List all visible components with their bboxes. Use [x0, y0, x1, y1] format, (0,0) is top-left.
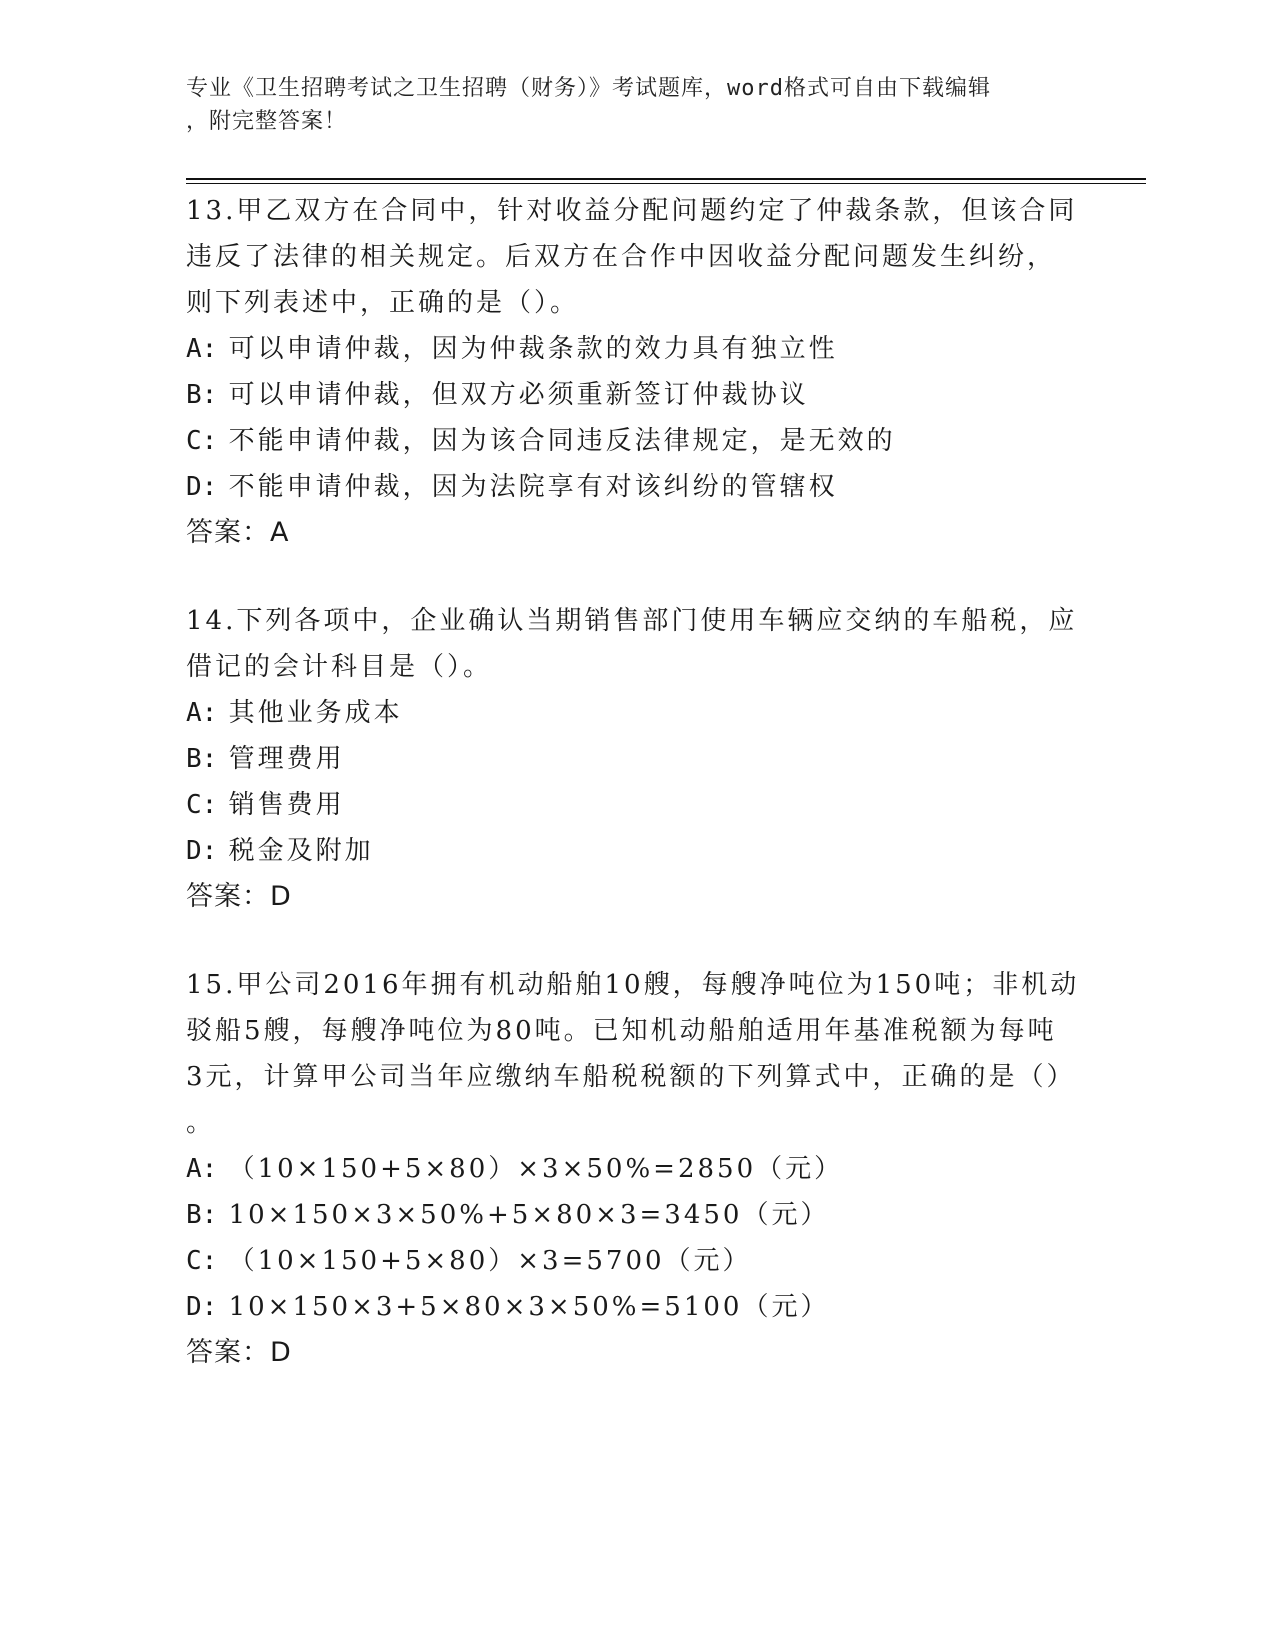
question-stem-line: 违反了法律的相关规定。后双方在合作中因收益分配问题发生纠纷， [186, 242, 1057, 272]
option-c [186, 782, 1086, 828]
option-a [186, 326, 1086, 372]
option-text: （10×150+5×80）×3=5700（元） [228, 1246, 752, 1276]
option-text: （10×150+5×80）×3×50%=2850（元） [228, 1154, 844, 1184]
option-key: C: [186, 1246, 218, 1276]
header-line-2: ，附完整答案！ [186, 109, 348, 134]
option-text: 可以申请仲裁，但双方必须重新签订仲裁协议 [228, 380, 809, 410]
option-key: D: [186, 472, 218, 502]
option-key: B: [186, 1200, 218, 1230]
option-key: C: [186, 790, 218, 820]
option-text: 可以申请仲裁，因为仲裁条款的效力具有独立性 [228, 334, 838, 364]
option-b [186, 372, 1086, 418]
option-d [186, 1284, 1086, 1330]
option-key: D: [186, 836, 218, 866]
option-key: C: [186, 426, 218, 456]
option-text: 税金及附加 [228, 836, 374, 866]
option-text: 管理费用 [228, 744, 345, 774]
question-15 [186, 962, 1086, 1376]
header-rule-thin [186, 183, 1146, 184]
option-a [186, 1146, 1086, 1192]
option-text: 10×150×3+5×80×3×50%=5100（元） [228, 1292, 830, 1322]
option-text: 销售费用 [228, 790, 345, 820]
option-key: B: [186, 744, 218, 774]
question-stem-line: 13.甲乙双方在合同中，针对收益分配问题约定了仲裁条款，但该合同 [186, 196, 1078, 226]
option-d [186, 464, 1086, 510]
option-text: 不能申请仲裁，因为法院享有对该纠纷的管辖权 [228, 472, 838, 502]
question-14 [186, 598, 1086, 920]
option-key: A: [186, 334, 218, 364]
option-b [186, 1192, 1086, 1238]
document-header [186, 72, 1086, 138]
option-key: A: [186, 1154, 218, 1184]
answer-line: 答案：D [186, 1337, 292, 1368]
question-stem-line: 14.下列各项中，企业确认当期销售部门使用车辆应交纳的车船税，应 [186, 606, 1078, 636]
answer-line: 答案：A [186, 517, 290, 548]
question-stem-line: 。 [186, 1108, 216, 1138]
question-stem-line: 则下列表述中，正确的是（）。 [186, 288, 580, 318]
option-c [186, 418, 1086, 464]
header-line-1: 专业《卫生招聘考试之卫生招聘（财务）》考试题库，word格式可自由下载编辑 [186, 76, 991, 101]
option-text: 其他业务成本 [228, 698, 403, 728]
option-a [186, 690, 1086, 736]
question-13 [186, 188, 1086, 556]
option-b [186, 736, 1086, 782]
option-key: D: [186, 1292, 218, 1322]
option-text: 不能申请仲裁，因为该合同违反法律规定，是无效的 [228, 426, 896, 456]
option-d [186, 828, 1086, 874]
question-stem-line: 15.甲公司2016年拥有机动船舶10艘，每艘净吨位为150吨；非机动 [186, 970, 1080, 1000]
option-key: A: [186, 698, 218, 728]
option-text: 10×150×3×50%+5×80×3=3450（元） [228, 1200, 830, 1230]
option-c [186, 1238, 1086, 1284]
question-stem-line: 驳船5艘，每艘净吨位为80吨。已知机动船舶适用年基准税额为每吨 [186, 1016, 1057, 1046]
header-rule-thick [186, 178, 1146, 180]
answer-line: 答案：D [186, 881, 292, 912]
question-stem-line: 借记的会计科目是（）。 [186, 652, 493, 682]
question-stem-line: 3元，计算甲公司当年应缴纳车船税税额的下列算式中，正确的是（） [186, 1062, 1076, 1092]
option-key: B: [186, 380, 218, 410]
